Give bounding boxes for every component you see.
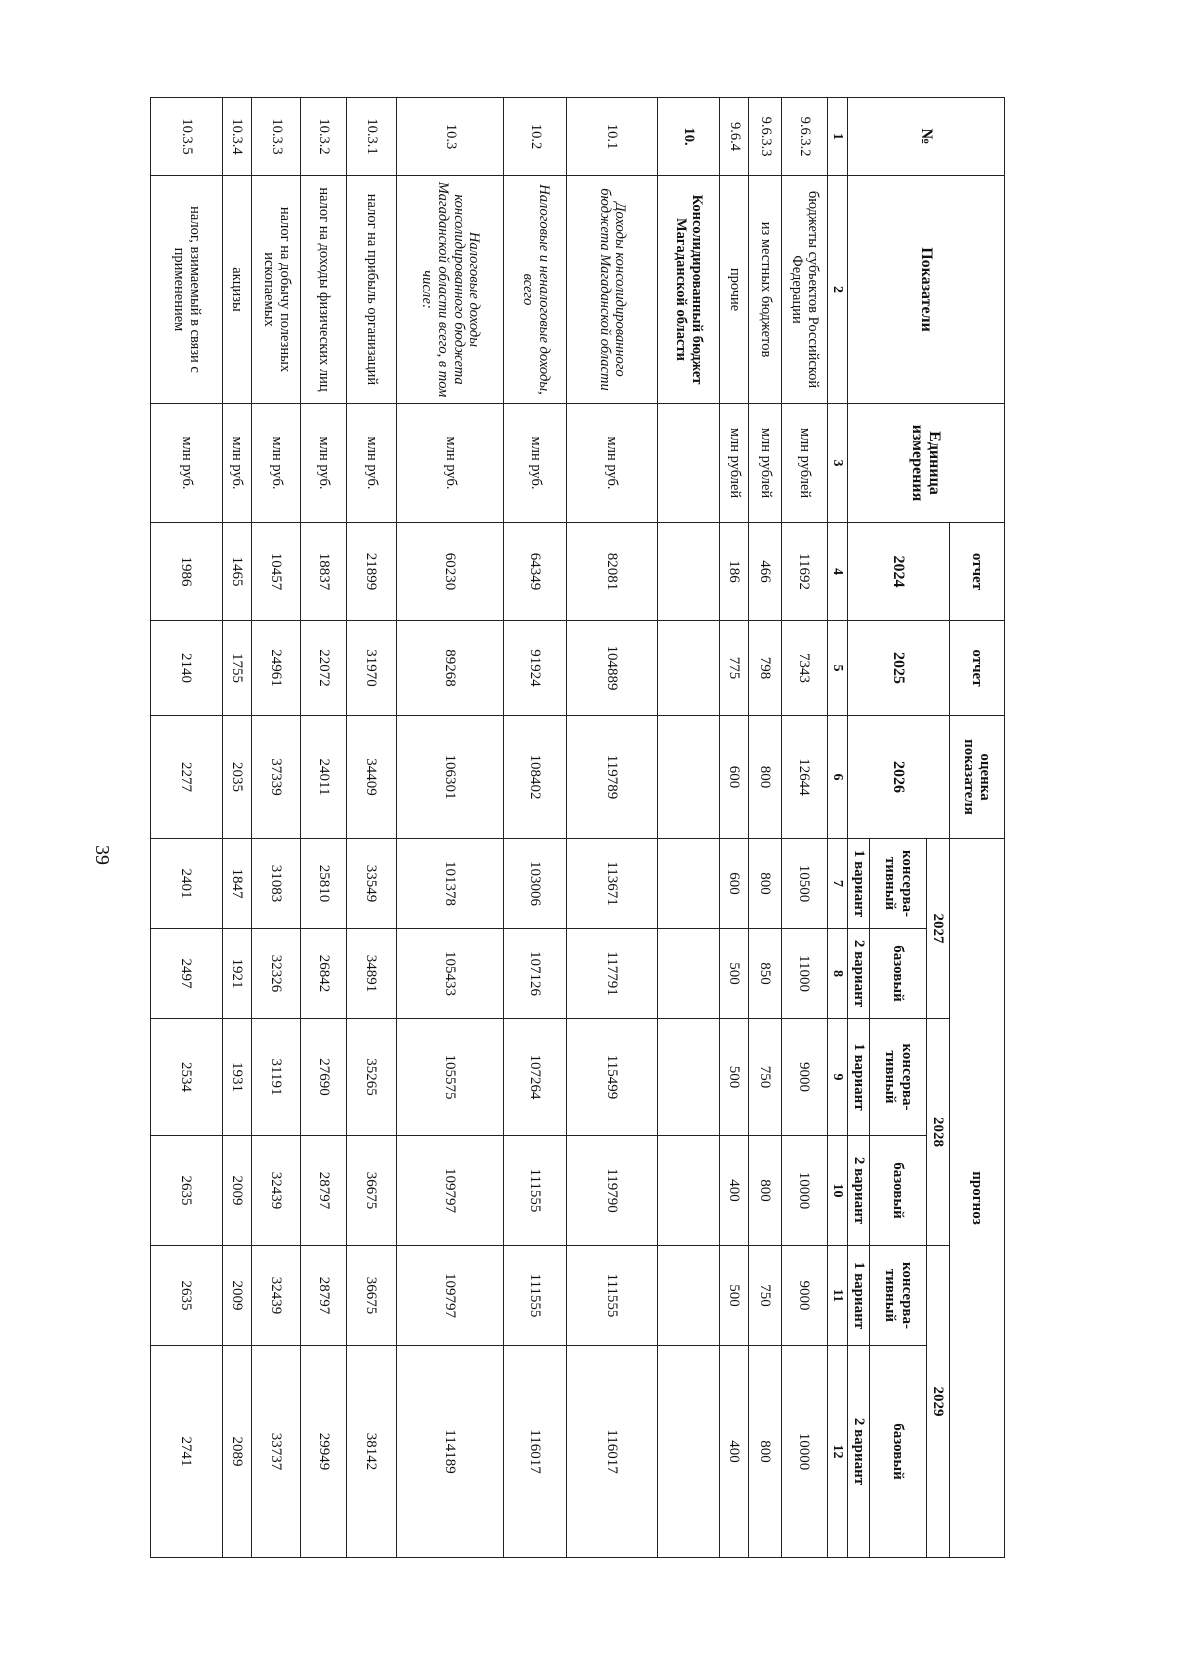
row-number: 10.3.5	[151, 98, 223, 176]
value-2027-v2: 32326	[251, 929, 301, 1019]
table-row	[504, 98, 566, 1558]
column-number: 8	[827, 929, 848, 1019]
value-2024: 60230	[396, 523, 504, 621]
column-number: 3	[827, 404, 848, 523]
value-2027-v1: 10500	[782, 839, 828, 929]
value-2029-v1	[657, 1246, 719, 1346]
value-2029-v2: 114189	[396, 1346, 504, 1558]
value-2026: 12644	[782, 716, 828, 839]
value-2027-v1: 31083	[251, 839, 301, 929]
table-row	[251, 98, 301, 1558]
value-2027-v2: 1921	[222, 929, 251, 1019]
value-2029-v1: 36675	[346, 1246, 396, 1346]
value-2028-v2: 28797	[301, 1136, 347, 1246]
value-2027-v1: 25810	[301, 839, 347, 929]
row-number: 9.6.3.2	[782, 98, 828, 176]
value-2024: 11692	[782, 523, 828, 621]
row-indicator: налог на добычу полезных ископаемых	[251, 176, 301, 404]
row-number: 10.3.2	[301, 98, 347, 176]
header-forecast: прогноз	[950, 839, 1005, 1558]
column-number: 1	[827, 98, 848, 176]
row-unit: млн руб.	[301, 404, 347, 523]
value-2027-v2: 11000	[782, 929, 828, 1019]
value-2027-v1: 2401	[151, 839, 223, 929]
row-unit: млн руб.	[504, 404, 566, 523]
value-2026: 800	[748, 716, 781, 839]
value-2026: 600	[719, 716, 748, 839]
header-2028-variant-1: 1 вариант	[848, 1019, 870, 1136]
value-2026: 2277	[151, 716, 223, 839]
value-2026: 24011	[301, 716, 347, 839]
value-2027-v1: 113671	[566, 839, 657, 929]
header-year-2029: 2029	[927, 1246, 950, 1558]
value-2024: 82081	[566, 523, 657, 621]
header-2027-variant-1: 1 вариант	[848, 839, 870, 929]
header-2028-conservative: консерва-тивный	[870, 1019, 927, 1136]
header-year-2028: 2028	[927, 1019, 950, 1246]
column-number-row	[827, 98, 848, 1558]
value-2028-v2: 111555	[504, 1136, 566, 1246]
value-2027-v1: 600	[719, 839, 748, 929]
value-2027-v1: 103006	[504, 839, 566, 929]
value-2025	[657, 621, 719, 716]
value-2028-v1: 2534	[151, 1019, 223, 1136]
value-2028-v2: 10000	[782, 1136, 828, 1246]
row-number: 10.3.4	[222, 98, 251, 176]
value-2026: 2035	[222, 716, 251, 839]
row-indicator: налог на доходы физических лиц	[301, 176, 347, 404]
row-indicator: Консолидированный бюджет Магаданской области	[657, 176, 719, 404]
row-unit	[657, 404, 719, 523]
column-number: 11	[827, 1246, 848, 1346]
value-2028-v2: 2635	[151, 1136, 223, 1246]
header-year-2027: 2027	[927, 839, 950, 1019]
value-2029-v1: 111555	[504, 1246, 566, 1346]
value-2028-v1: 750	[748, 1019, 781, 1136]
row-indicator: налог на прибыль организаций	[346, 176, 396, 404]
forecast-table	[150, 97, 1005, 1558]
table-row	[566, 98, 657, 1558]
value-2029-v1: 500	[719, 1246, 748, 1346]
value-2029-v2: 116017	[504, 1346, 566, 1558]
section-row	[657, 98, 719, 1558]
value-2028-v1: 35265	[346, 1019, 396, 1136]
value-2029-v1: 750	[748, 1246, 781, 1346]
column-number: 6	[827, 716, 848, 839]
column-number: 2	[827, 176, 848, 404]
header-2028-variant-2: 2 вариант	[848, 1136, 870, 1246]
header-row-1	[950, 98, 1005, 1558]
value-2026: 34409	[346, 716, 396, 839]
value-2028-v1: 107264	[504, 1019, 566, 1136]
value-2028-v2	[657, 1136, 719, 1246]
value-2029-v2: 29949	[301, 1346, 347, 1558]
header-year-2025: 2025	[848, 621, 950, 716]
column-number: 9	[827, 1019, 848, 1136]
value-2024: 1986	[151, 523, 223, 621]
value-2029-v2: 2741	[151, 1346, 223, 1558]
header-2029-base: базовый	[870, 1346, 927, 1558]
value-2029-v1: 109797	[396, 1246, 504, 1346]
row-number: 10.2	[504, 98, 566, 176]
value-2029-v2	[657, 1346, 719, 1558]
row-unit: млн руб.	[396, 404, 504, 523]
value-2029-v1: 111555	[566, 1246, 657, 1346]
table-row	[151, 98, 223, 1558]
header-year-2026: 2026	[848, 716, 950, 839]
page-number: 39	[91, 845, 113, 865]
value-2025: 24961	[251, 621, 301, 716]
value-2025: 7343	[782, 621, 828, 716]
value-2026: 37339	[251, 716, 301, 839]
row-number: 10.3.3	[251, 98, 301, 176]
row-indicator: Налоговые и неналоговые доходы, всего	[504, 176, 566, 404]
value-2028-v2: 36675	[346, 1136, 396, 1246]
header-estimate: оценка показателя	[950, 716, 1005, 839]
value-2027-v2: 500	[719, 929, 748, 1019]
row-unit: млн рублей	[782, 404, 828, 523]
value-2028-v1: 105575	[396, 1019, 504, 1136]
value-2029-v1: 2635	[151, 1246, 223, 1346]
value-2029-v2: 10000	[782, 1346, 828, 1558]
value-2028-v1: 1931	[222, 1019, 251, 1136]
value-2027-v1	[657, 839, 719, 929]
row-number: 10.3.1	[346, 98, 396, 176]
column-number: 12	[827, 1346, 848, 1558]
column-number: 4	[827, 523, 848, 621]
row-indicator: Доходы консолидированного бюджета Магаданской области	[566, 176, 657, 404]
value-2029-v1: 2009	[222, 1246, 251, 1346]
value-2027-v2	[657, 929, 719, 1019]
value-2029-v1: 32439	[251, 1246, 301, 1346]
value-2028-v2: 800	[748, 1136, 781, 1246]
column-number: 5	[827, 621, 848, 716]
header-2029-conservative: консерва-тивный	[870, 1246, 927, 1346]
value-2026	[657, 716, 719, 839]
header-year-2024: 2024	[848, 523, 950, 621]
value-2027-v1: 800	[748, 839, 781, 929]
header-report-2024: отчет	[950, 523, 1005, 621]
row-unit: млн руб.	[566, 404, 657, 523]
value-2029-v2: 400	[719, 1346, 748, 1558]
value-2024: 186	[719, 523, 748, 621]
value-2027-v2: 850	[748, 929, 781, 1019]
value-2025: 775	[719, 621, 748, 716]
value-2028-v1: 115499	[566, 1019, 657, 1136]
table-row	[782, 98, 828, 1558]
value-2028-v1: 31191	[251, 1019, 301, 1136]
table-row	[719, 98, 748, 1558]
value-2025: 104889	[566, 621, 657, 716]
table-row	[346, 98, 396, 1558]
value-2024: 10457	[251, 523, 301, 621]
value-2027-v2: 2497	[151, 929, 223, 1019]
value-2027-v1: 101378	[396, 839, 504, 929]
value-2025: 31970	[346, 621, 396, 716]
row-number: 9.6.4	[719, 98, 748, 176]
value-2024	[657, 523, 719, 621]
value-2028-v2: 119790	[566, 1136, 657, 1246]
row-unit: млн рублей	[719, 404, 748, 523]
header-2028-base: базовый	[870, 1136, 927, 1246]
header-no: №	[848, 98, 1005, 176]
value-2024: 64349	[504, 523, 566, 621]
value-2025: 2140	[151, 621, 223, 716]
value-2027-v2: 117791	[566, 929, 657, 1019]
row-indicator: бюджеты субъектов Российской Федерации	[782, 176, 828, 404]
value-2025: 22072	[301, 621, 347, 716]
value-2028-v2: 32439	[251, 1136, 301, 1246]
table-row	[748, 98, 781, 1558]
header-indicator: Показатели	[848, 176, 1005, 404]
value-2024: 1465	[222, 523, 251, 621]
header-2029-variant-2: 2 вариант	[848, 1346, 870, 1558]
value-2024: 18837	[301, 523, 347, 621]
row-unit: млн руб.	[151, 404, 223, 523]
value-2026: 106301	[396, 716, 504, 839]
value-2025: 798	[748, 621, 781, 716]
header-report-2025: отчет	[950, 621, 1005, 716]
row-unit: млн руб.	[222, 404, 251, 523]
value-2027-v1: 33549	[346, 839, 396, 929]
value-2028-v1	[657, 1019, 719, 1136]
value-2025: 1755	[222, 621, 251, 716]
value-2028-v1: 27690	[301, 1019, 347, 1136]
value-2028-v2: 400	[719, 1136, 748, 1246]
header-2029-variant-1: 1 вариант	[848, 1246, 870, 1346]
value-2028-v1: 9000	[782, 1019, 828, 1136]
table-row	[396, 98, 504, 1558]
value-2029-v1: 28797	[301, 1246, 347, 1346]
header-unit: Единица измерения	[848, 404, 1005, 523]
value-2028-v2: 2009	[222, 1136, 251, 1246]
table-row	[222, 98, 251, 1558]
row-indicator: акцизы	[222, 176, 251, 404]
header-2027-variant-2: 2 вариант	[848, 929, 870, 1019]
value-2026: 108402	[504, 716, 566, 839]
header-2027-base: базовый	[870, 929, 927, 1019]
value-2024: 466	[748, 523, 781, 621]
value-2029-v1: 9000	[782, 1246, 828, 1346]
row-number: 9.6.3.3	[748, 98, 781, 176]
value-2029-v2: 2089	[222, 1346, 251, 1558]
value-2027-v1: 1847	[222, 839, 251, 929]
value-2029-v2: 116017	[566, 1346, 657, 1558]
rotated-table-container	[150, 97, 1005, 1557]
row-indicator: из местных бюджетов	[748, 176, 781, 404]
value-2025: 89268	[396, 621, 504, 716]
value-2027-v2: 34891	[346, 929, 396, 1019]
value-2025: 91924	[504, 621, 566, 716]
column-number: 10	[827, 1136, 848, 1246]
value-2029-v2: 38142	[346, 1346, 396, 1558]
row-number: 10.1	[566, 98, 657, 176]
row-indicator: Налоговые доходы консолидированного бюджета Магаданской области всего, в том числе:	[396, 176, 504, 404]
value-2027-v2: 105433	[396, 929, 504, 1019]
value-2028-v1: 500	[719, 1019, 748, 1136]
value-2027-v2: 26842	[301, 929, 347, 1019]
value-2026: 119789	[566, 716, 657, 839]
value-2029-v2: 33737	[251, 1346, 301, 1558]
row-number: 10.3	[396, 98, 504, 176]
header-2027-conservative: консерва-тивный	[870, 839, 927, 929]
value-2029-v2: 800	[748, 1346, 781, 1558]
row-unit: млн руб.	[251, 404, 301, 523]
row-unit: млн руб.	[346, 404, 396, 523]
row-number: 10.	[657, 98, 719, 176]
row-indicator: прочие	[719, 176, 748, 404]
row-unit: млн рублей	[748, 404, 781, 523]
table-row	[301, 98, 347, 1558]
value-2024: 21899	[346, 523, 396, 621]
column-number: 7	[827, 839, 848, 929]
row-indicator: налог, взимаемый в связи с применением	[151, 176, 223, 404]
value-2027-v2: 107126	[504, 929, 566, 1019]
value-2028-v2: 109797	[396, 1136, 504, 1246]
